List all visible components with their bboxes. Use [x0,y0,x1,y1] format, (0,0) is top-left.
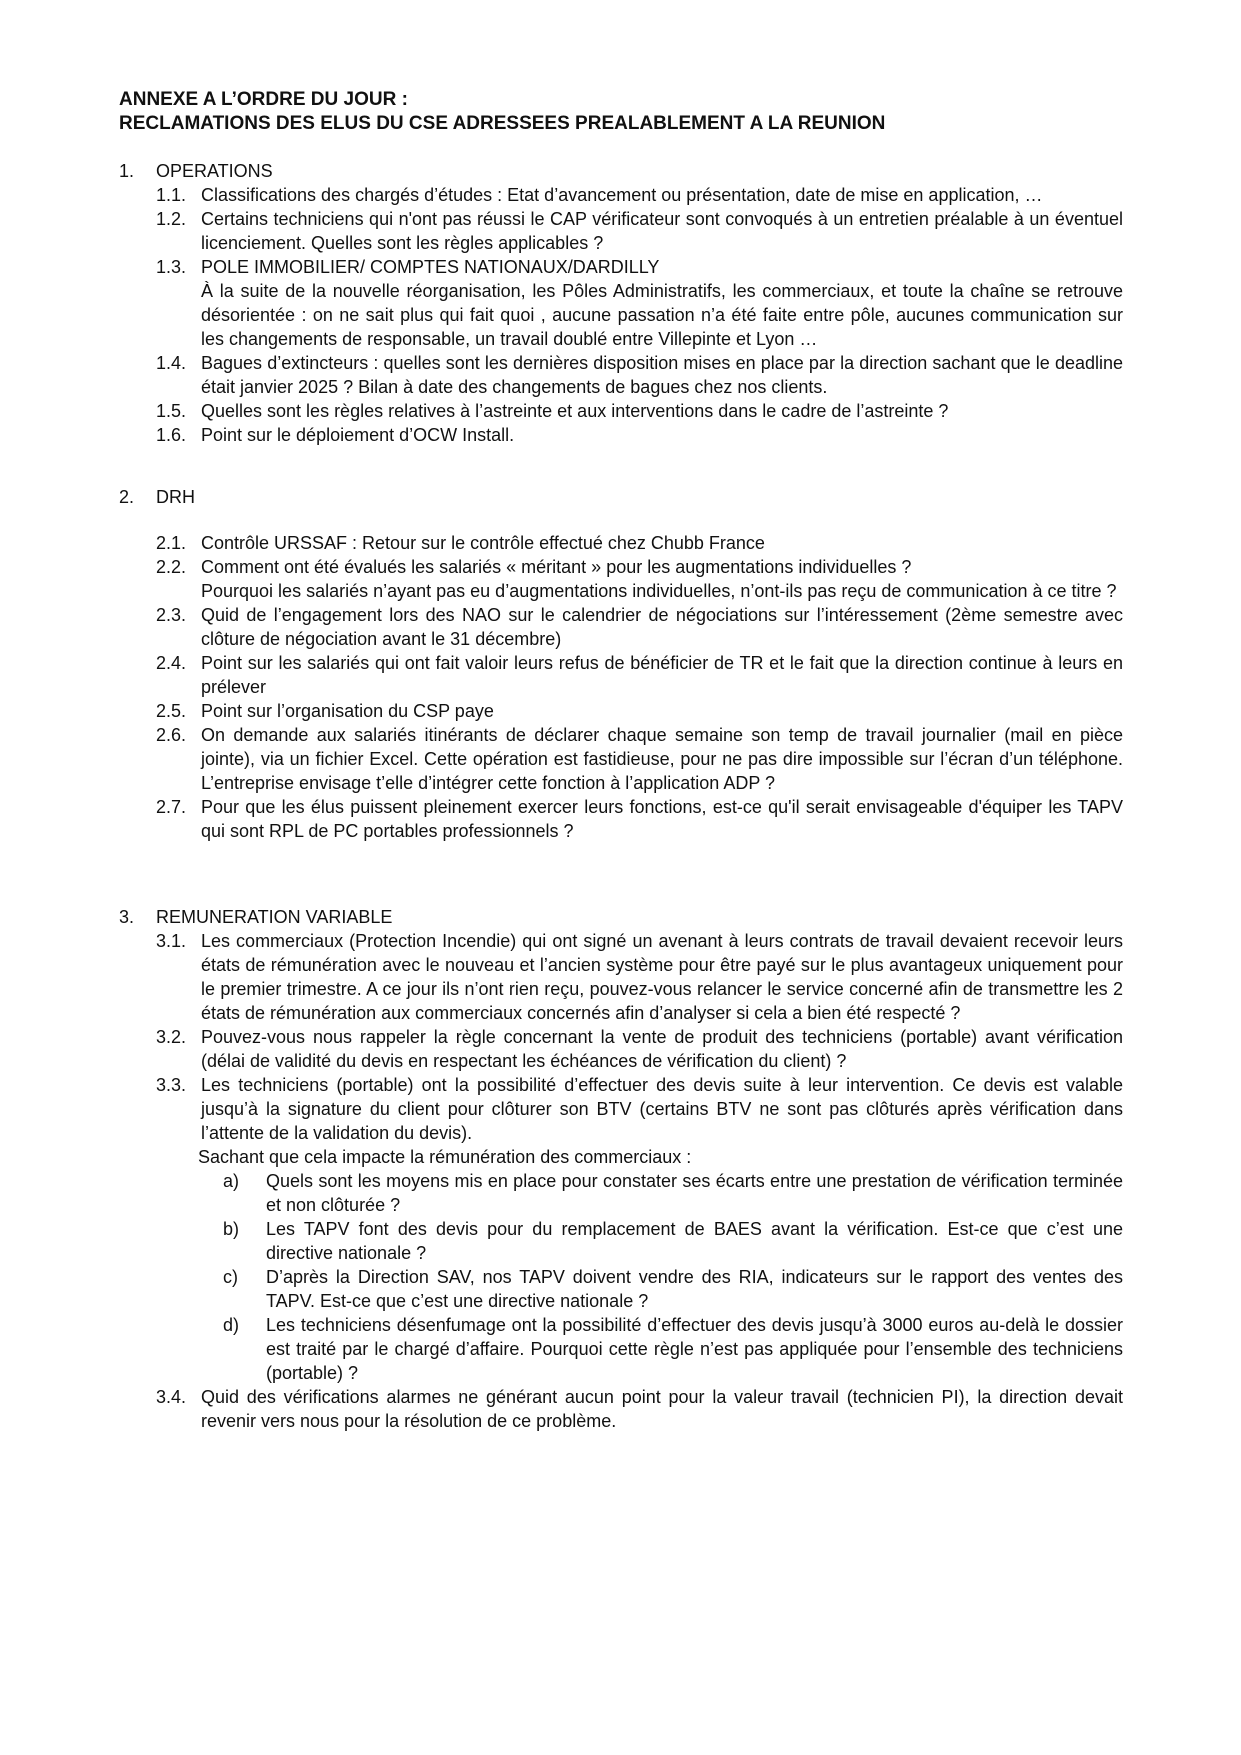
subitem-text: Les TAPV font des devis pour du remplacement de BAES avant la vérification. Est-ce que c’est une directive nationale ? [266,1219,1123,1263]
item-number: 2.5. [156,701,187,721]
item-text: Certains techniciens qui n'ont pas réussi le CAP vérificateur sont convoqués à un entretien préalable à un éventuel licenciement. Quelles sont les règles applicables ? [201,209,1123,253]
item-text: Quid de l’engagement lors des NAO sur le calendrier de négociations sur l’intéressement (2ème semestre avec clôture de négociation avant le 31 décembre) [201,605,1123,649]
subitem-text: Quels sont les moyens mis en place pour constater ses écarts entre une prestation de vérification terminée et non clôturée ? [266,1171,1123,1215]
item-number: 1.4. [156,353,187,373]
subitem-letter: d) [223,1315,240,1335]
list-item [156,929,1123,1025]
item-text: Quelles sont les règles relatives à l’astreinte et aux interventions dans le cadre de l’astreinte ? [201,401,949,421]
subitem-text: D’après la Direction SAV, nos TAPV doivent vendre des RIA, indicateurs sur le rapport des ventes des TAPV. Est-ce que c’est une directive nationale ? [266,1267,1123,1311]
item-number: 2.6. [156,725,187,745]
subitem-text: Les techniciens désenfumage ont la possibilité d’effectuer des devis jusqu’à 3000 euros au-delà le dossier est traité par le chargé d’affaire. Pourquoi cette règle n’est pas appliquée pour l’ensemble des techniciens (portable) ? [266,1315,1123,1383]
item-number: 3.3. [156,1075,187,1095]
section-title: REMUNERATION VARIABLE [156,907,393,927]
section-remuneration-variable [119,905,1123,1433]
item-content [201,555,1123,603]
list-item [156,651,1123,699]
item-text: Point sur le déploiement d’OCW Install. [201,425,515,445]
item-text: On demande aux salariés itinérants de déclarer chaque semaine son temp de travail journalier (mail en pièce jointe), via un fichier Excel. Cette opération est fastidieuse, pour ne pas dire impossible sur l’écran d’un téléphone. L’entreprise envisage t’elle d’intégrer cette fonction à l’application ADP ? [201,725,1123,793]
subitem-letter: b) [223,1219,240,1239]
sub-list-item [223,1169,1123,1217]
section-number: 2. [119,487,135,507]
list-item [156,183,1123,207]
list-item [156,423,1123,447]
item-text: À la suite de la nouvelle réorganisation, les Pôles Administratifs, les commerciaux, et toute la chaîne se retrouve désorientée : on ne sait plus qui fait quoi , aucune passation n’a été faite entre pôle, aucunes communication sur les changements de responsable, un travail doublé entre Villepinte et Lyon … [201,281,1123,349]
section-heading [119,159,1123,183]
list-item [156,531,1123,555]
list-item [156,1385,1123,1433]
item-number: 1.3. [156,257,187,277]
list-item [156,699,1123,723]
item-content [201,255,1123,351]
item-text: Comment ont été évalués les salariés « méritant » pour les augmentations individuelles ? [201,557,912,577]
section-heading [119,485,1123,509]
section-title: OPERATIONS [156,161,273,181]
list-item [156,603,1123,651]
item-text: Bagues d’extincteurs : quelles sont les dernières disposition mises en place par la direction sachant que le deadline était janvier 2025 ? Bilan à date des changements de bagues chez nos clients. [201,353,1123,397]
item-number: 1.1. [156,185,187,205]
section-operations [119,159,1123,447]
item-content [198,1073,1123,1385]
item-text: Les commerciaux (Protection Incendie) qui ont signé un avenant à leurs contrats de travail devaient recevoir leurs états de rémunération avec le nouveau et l’ancien système pour être payé sur le plus avantageux uniquement pour le premier trimestre. A ce jour ils n’ont rien reçu, pouvez-vous relancer le service concerné afin de transmettre les 2 états de rémunération aux commerciaux concernés afin d’analyser si cela a bien été respecté ? [201,931,1123,1023]
list-item [156,255,1123,351]
item-text: Point sur les salariés qui ont fait valoir leurs refus de bénéficier de TR et le fait que la direction continue à leurs en prélever [201,653,1123,697]
title-line-1: ANNEXE A L’ORDRE DU JOUR : [119,89,408,110]
section-title: DRH [156,487,195,507]
sub-list-item [223,1265,1123,1313]
list-item [156,399,1123,423]
item-number: 3.2. [156,1027,187,1047]
item-number: 1.6. [156,425,187,445]
item-text: Quid des vérifications alarmes ne générant aucun point pour la valeur travail (technicien PI), la direction devait revenir vers nous pour la résolution de ce problème. [201,1387,1123,1431]
list-item [156,795,1123,843]
item-number: 2.1. [156,533,187,553]
sub-list-item [223,1217,1123,1265]
document-title [119,88,1123,136]
list-item [156,555,1123,603]
item-text: Point sur l’organisation du CSP paye [201,701,494,721]
section-drh [119,485,1123,843]
item-number: 1.5. [156,401,187,421]
list-item [156,351,1123,399]
title-line-2: RECLAMATIONS DES ELUS DU CSE ADRESSEES PREALABLEMENT A LA REUNION [119,113,886,134]
item-number: 3.1. [156,931,187,951]
section-number: 3. [119,907,135,927]
item-number: 2.3. [156,605,187,625]
document-page [119,88,1123,1433]
item-text: Les techniciens (portable) ont la possibilité d’effectuer des devis suite à leur intervention. Ce devis est valable jusqu’à la signature du client pour clôturer son BTV (certains BTV ne sont pas clôturés après vérification dans l’attente de la validation du devis). [201,1075,1123,1143]
item-heading: POLE IMMOBILIER/ COMPTES NATIONAUX/DARDILLY [201,257,660,277]
item-text: Contrôle URSSAF : Retour sur le contrôle effectué chez Chubb France [201,533,765,553]
item-number: 3.4. [156,1387,187,1407]
section-number: 1. [119,161,135,181]
section-heading [119,905,1123,929]
item-text: Pour que les élus puissent pleinement exercer leurs fonctions, est-ce qu'il serait envisageable d'équiper les TAPV qui sont RPL de PC portables professionnels ? [201,797,1123,841]
list-item [156,207,1123,255]
subitems-intro: Sachant que cela impacte la rémunération des commerciaux : [198,1147,692,1167]
list-item [156,1025,1123,1073]
item-text: Pouvez-vous nous rappeler la règle concernant la vente de produit des techniciens (portable) avant vérification (délai de validité du devis en respectant les échéances de vérification du client) ? [201,1027,1123,1071]
item-number: 1.2. [156,209,187,229]
subitem-letter: a) [223,1171,240,1191]
sub-list-item [223,1313,1123,1385]
subitem-letter: c) [223,1267,238,1287]
list-item [156,1073,1123,1385]
item-text: Classifications des chargés d’études : Etat d’avancement ou présentation, date de mise en application, … [201,185,1043,205]
item-number: 2.4. [156,653,187,673]
spacer [119,509,1123,531]
item-number: 2.2. [156,557,187,577]
item-text-continued: Pourquoi les salariés n’ayant pas eu d’augmentations individuelles, n’ont-ils pas reçu de communication à ce titre ? [201,581,1117,601]
list-item [156,723,1123,795]
item-number: 2.7. [156,797,187,817]
